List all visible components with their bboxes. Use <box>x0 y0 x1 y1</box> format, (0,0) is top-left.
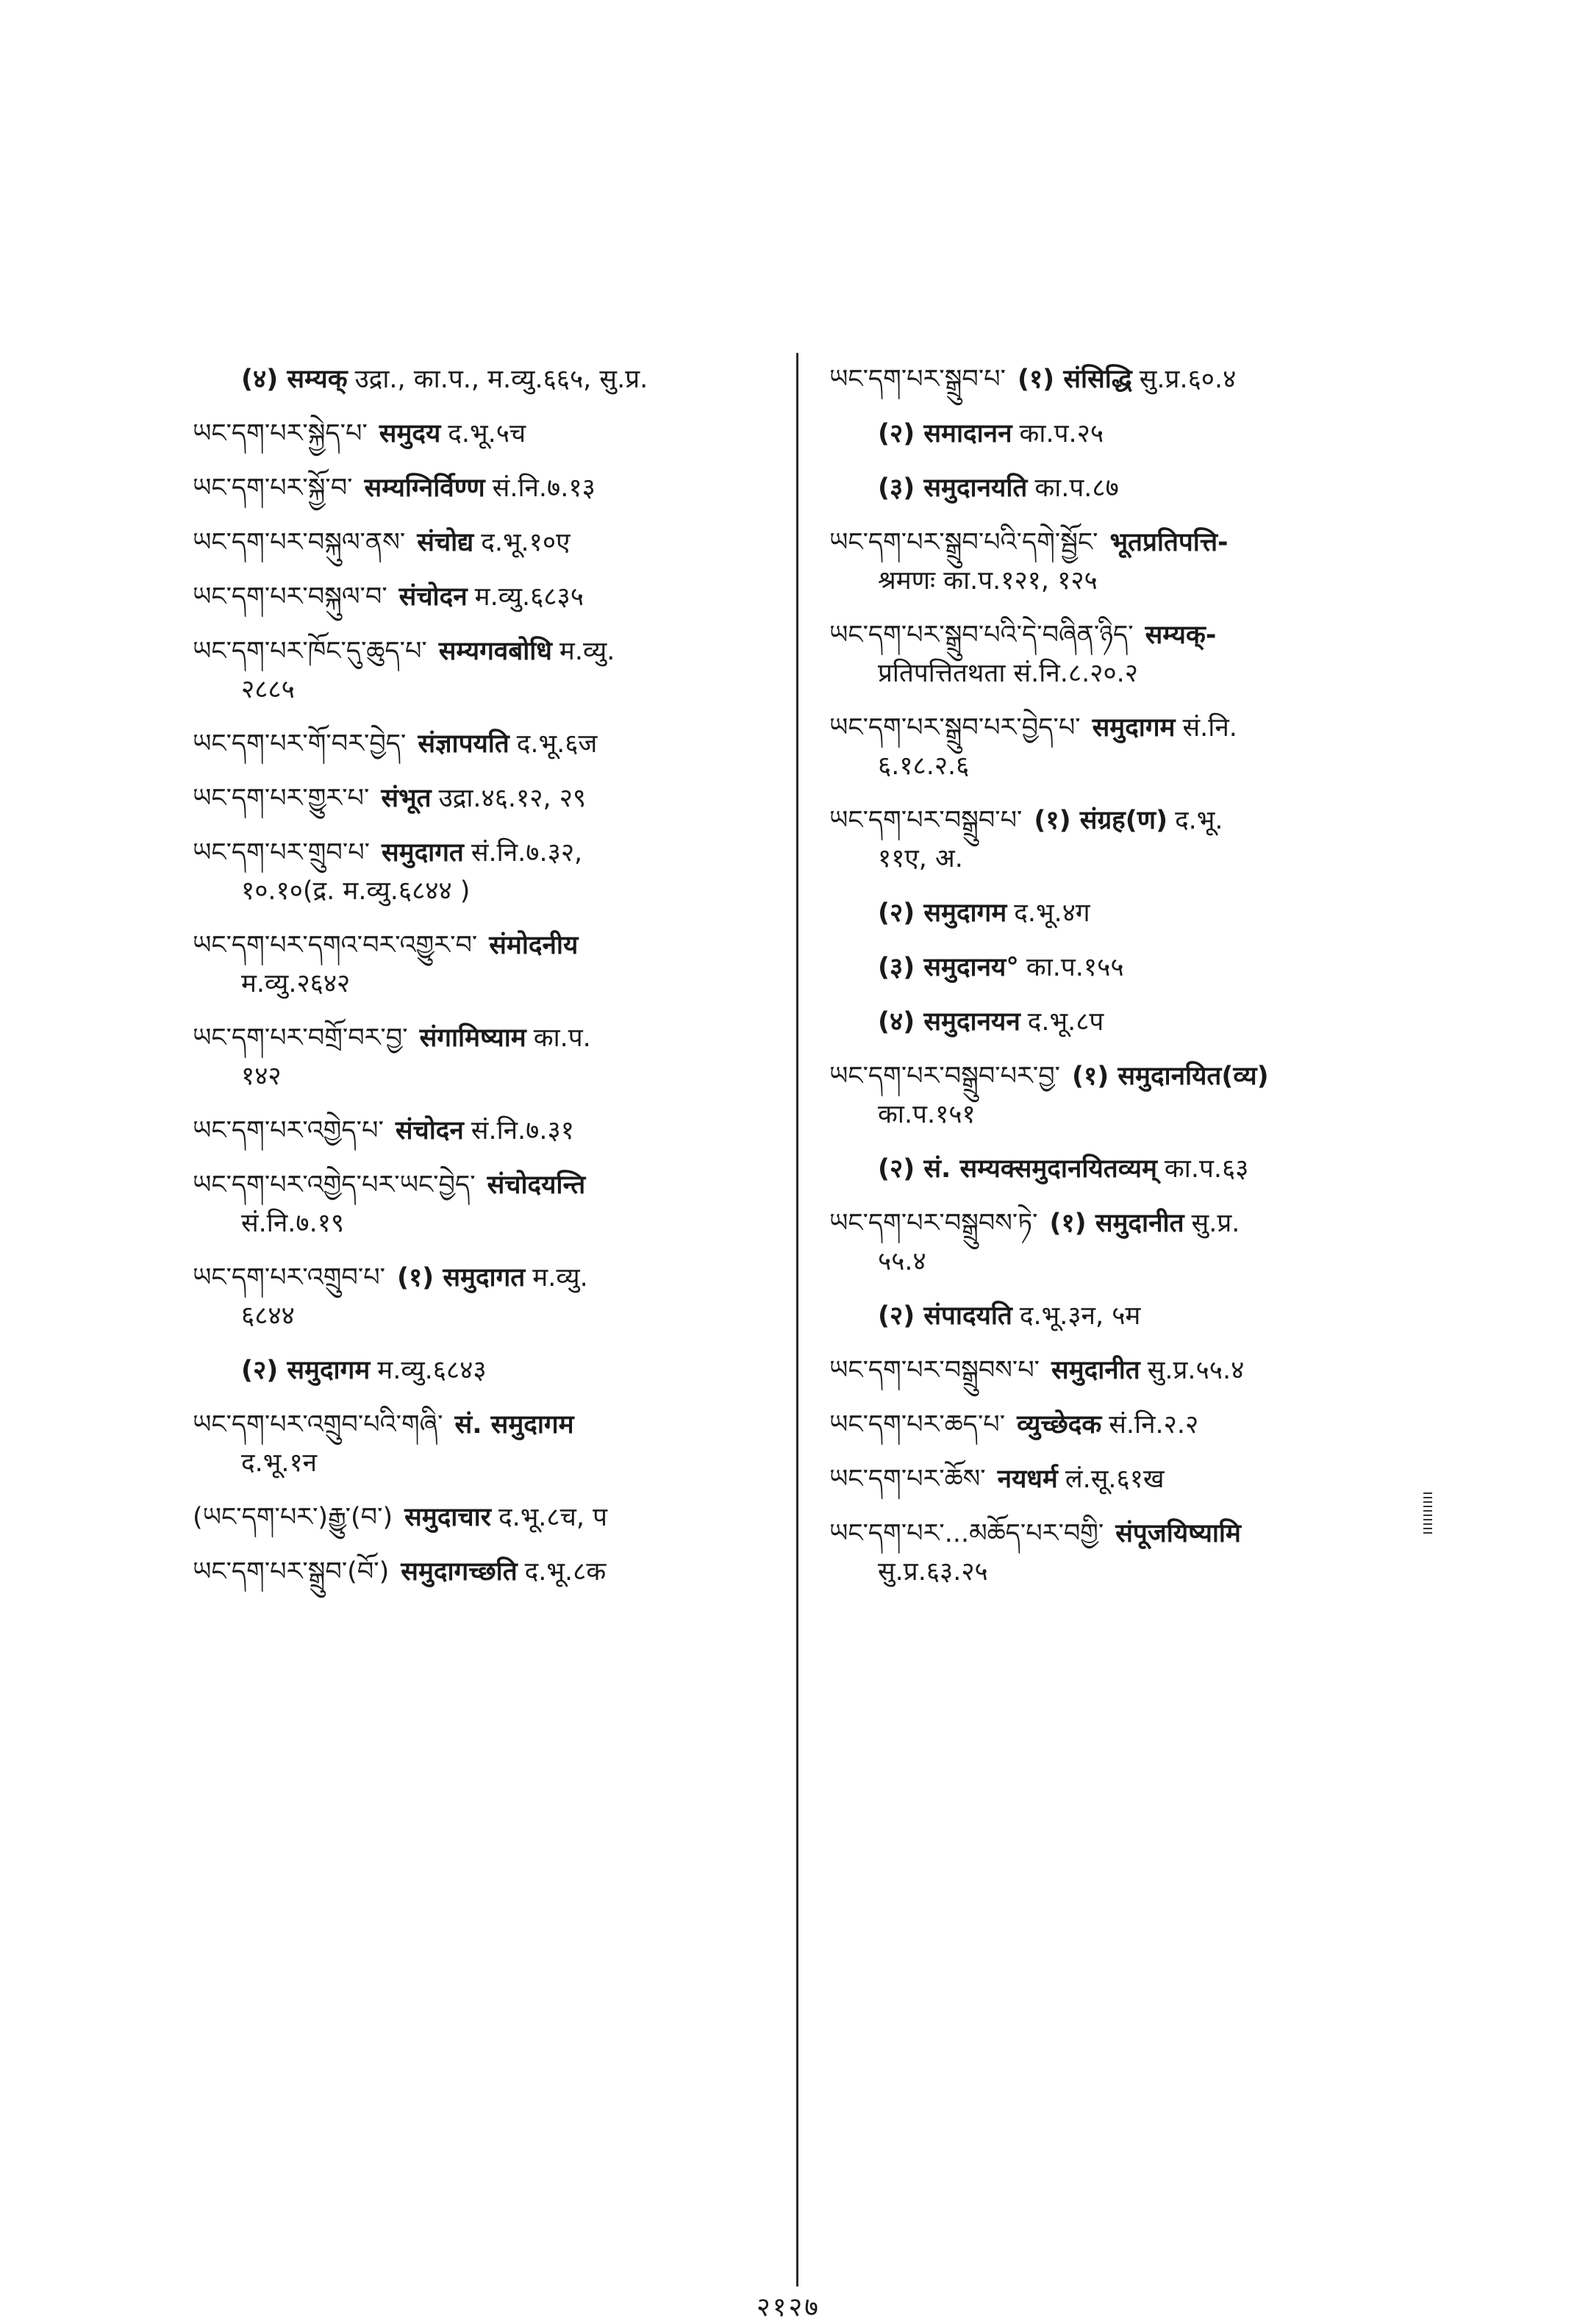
tibetan-headword: (ཡང་དག་པར་)རྒྱུ་(བ་) <box>193 1503 393 1532</box>
tibetan-headword: ཡང་དག་པར་བསྐུལ་བ་ <box>193 582 387 612</box>
dictionary-entry <box>193 834 773 910</box>
page-number: २१२७ <box>757 2292 820 2323</box>
tibetan-headword: ཡང་དག་པར་འགྱེད་པར་ཡང་བྱེད་ <box>193 1170 476 1200</box>
tibetan-headword: ཡང་དག་པར་གྱུར་པ་ <box>193 784 370 813</box>
sanskrit-equivalent: व्युच्छेदक <box>1017 1410 1102 1440</box>
dictionary-entry <box>829 415 1410 453</box>
sanskrit-equivalent: भूतप्रतिपत्ति- <box>1109 528 1229 557</box>
entry-continuation: द.भू.१न <box>241 1448 318 1478</box>
dictionary-entry <box>829 801 1410 878</box>
source-reference: का.प.६३ <box>1164 1154 1249 1184</box>
sanskrit-equivalent: (१) संग्रह(ण) <box>1034 806 1168 835</box>
source-reference: का.प.१५५ <box>1026 953 1124 982</box>
dictionary-entry <box>829 360 1410 398</box>
sanskrit-equivalent: समुदय <box>379 419 441 448</box>
source-reference: का.प.८७ <box>1034 473 1119 503</box>
sanskrit-equivalent: (३) समुदानय° <box>878 953 1019 982</box>
dictionary-entry <box>193 926 773 1003</box>
source-reference: द.भू.४ग <box>1014 898 1090 928</box>
dictionary-entry <box>829 1460 1410 1498</box>
source-reference: म.व्यु.६८३५ <box>474 582 584 612</box>
source-reference: म.व्यु.६८४३ <box>377 1356 487 1385</box>
sanskrit-equivalent: सम्यग्निर्विण्ण <box>364 473 485 503</box>
source-reference: द.भू.८प <box>1027 1007 1104 1037</box>
sanskrit-equivalent: (२) सं. सम्यक्समुदानयितव्यम् <box>878 1154 1157 1184</box>
sanskrit-equivalent: (२) समुदागम <box>878 898 1007 928</box>
dictionary-entry <box>193 779 773 818</box>
tibetan-headword: ཡང་དག་པར་བསྒྲུབ་པར་བྱ་ <box>829 1062 1060 1091</box>
tibetan-headword: ཡང་དག་པར་སྐྱེད་པ་ <box>193 419 368 448</box>
source-reference: म.व्यु. <box>532 1263 588 1292</box>
dictionary-entry <box>193 523 773 562</box>
tibetan-headword: ཡང་དག་པར་སྒྲུབ་པ་ <box>829 365 1006 394</box>
dictionary-entry <box>193 1351 773 1390</box>
tibetan-headword: ཡང་དག་པར་སྒྲུབ་པར་བྱེད་པ་ <box>829 713 1081 743</box>
sanskrit-equivalent: संगामिष्याम <box>419 1023 526 1053</box>
entry-continuation: का.प.१५१ <box>878 1100 976 1129</box>
dictionary-entry <box>829 1297 1410 1335</box>
dictionary-entry <box>829 1204 1410 1281</box>
dictionary-entry <box>193 415 773 453</box>
dictionary-entry <box>193 360 773 398</box>
source-reference: उद्रा.४६.१२, २९ <box>438 784 587 813</box>
entry-continuation: म.व्यु.२६४२ <box>241 969 351 998</box>
sanskrit-equivalent: (१) संसिद्धि <box>1017 365 1132 394</box>
tibetan-headword: ཡང་དག་པར་ཆད་པ་ <box>829 1410 1006 1440</box>
source-reference: सं.नि.७.३२, <box>471 838 583 868</box>
sanskrit-equivalent: समुदागच्छति <box>401 1557 518 1587</box>
sanskrit-equivalent: सं. समुदागम <box>454 1410 574 1440</box>
sanskrit-equivalent: संचोद्य <box>417 528 474 557</box>
dictionary-entry <box>829 1406 1410 1444</box>
dictionary-entry <box>193 632 773 709</box>
tibetan-headword: ཡང་དག་པར་བསྐུལ་ནས་ <box>193 528 406 557</box>
sanskrit-equivalent: (२) समुदागम <box>241 1356 371 1385</box>
left-column <box>193 360 773 1607</box>
entry-continuation: सं.नि.७.१९ <box>241 1209 345 1238</box>
margin-mark <box>1423 1492 1432 1535</box>
sanskrit-equivalent: (१) समुदागत <box>396 1263 526 1292</box>
sanskrit-equivalent: संचोदयन्ति <box>487 1170 586 1200</box>
entry-continuation: १४२ <box>241 1062 282 1091</box>
tibetan-headword: ཡང་དག་པར་སྒྲུབ་པའི་དེ་བཞིན་ཉིད་ <box>829 621 1134 650</box>
dictionary-entry <box>193 1166 773 1243</box>
tibetan-headword: ཡང་དག་པར་འགྱེད་པ་ <box>193 1116 384 1145</box>
dictionary-entry <box>829 1003 1410 1041</box>
dictionary-entry <box>193 1406 773 1482</box>
tibetan-headword: ཡང་དག་པར་ཆོས་ <box>829 1465 986 1494</box>
dictionary-entry <box>829 709 1410 785</box>
sanskrit-equivalent: (४) समुदानयन <box>878 1007 1020 1037</box>
sanskrit-equivalent: समुदागत <box>381 838 464 868</box>
tibetan-headword: ཡང་དག་པར་དགའ་བར་འགྱུར་བ་ <box>193 931 478 960</box>
sanskrit-equivalent: संभूत <box>381 784 432 813</box>
entry-continuation: सु.प्र.६३.२५ <box>878 1557 988 1587</box>
sanskrit-equivalent: समुदाचार <box>404 1503 491 1532</box>
tibetan-headword: ཡང་དག་པར་འགྲུབ་པའི་གཞི་ <box>193 1410 443 1440</box>
dictionary-entry <box>829 616 1410 693</box>
source-reference: का.प. <box>533 1023 591 1053</box>
dictionary-entry <box>829 1515 1410 1591</box>
source-reference: द.भू.६ज <box>516 729 598 759</box>
dictionary-entry <box>193 1019 773 1095</box>
sanskrit-equivalent: (३) समुदानयति <box>878 473 1028 503</box>
entry-continuation: ११ए, अ. <box>878 844 963 873</box>
source-reference: द.भू. <box>1175 806 1223 835</box>
dictionary-entry <box>829 948 1410 987</box>
dictionary-entry <box>193 1553 773 1591</box>
dictionary-entry <box>829 1351 1410 1390</box>
tibetan-headword: ཡང་དག་པར་སྐྱོ་བ་ <box>193 473 353 503</box>
tibetan-headword: ཡང་དག་པར་བགྲོ་བར་བྱ་ <box>193 1023 408 1053</box>
sanskrit-equivalent: संज्ञापयति <box>418 729 509 759</box>
sanskrit-equivalent: (१) समुदानीत <box>1049 1209 1184 1238</box>
source-reference: सं.नि. <box>1182 713 1237 743</box>
sanskrit-equivalent: सम्यक्- <box>1145 621 1217 650</box>
source-reference: उद्रा., का.प., म.व्यु.६६५, सु.प्र. <box>354 365 648 394</box>
source-reference: लं.सू.६१ख <box>1065 1465 1165 1494</box>
entry-continuation: प्रतिपत्तितथता सं.नि.८.२०.२ <box>878 659 1138 688</box>
sanskrit-equivalent: (१) समुदानयित(व्य) <box>1072 1062 1269 1091</box>
column-divider <box>796 353 798 2287</box>
source-reference: का.प.२५ <box>1019 419 1104 448</box>
right-column <box>829 360 1410 1607</box>
dictionary-entry <box>193 1112 773 1150</box>
tibetan-headword: ཡང་དག་པར་གོ་བར་བྱེད་ <box>193 729 407 759</box>
source-reference: द.भू.८क <box>524 1557 607 1587</box>
source-reference: द.भू.३न, ५म <box>1019 1301 1141 1331</box>
tibetan-headword: ཡང་དག་པར་གྲུབ་པ་ <box>193 838 370 868</box>
dictionary-entry <box>829 469 1410 507</box>
tibetan-headword: ཡང་དག་པར་བསྒྲུབས་ཏེ་ <box>829 1209 1038 1238</box>
sanskrit-equivalent: नयधर्म <box>997 1465 1058 1494</box>
entry-continuation: ५५.४ <box>878 1247 926 1276</box>
tibetan-headword: ཡང་དག་པར་བསྒྲུབས་པ་ <box>829 1356 1040 1385</box>
dictionary-entry <box>193 1259 773 1335</box>
entry-continuation: ६.१८.२.६ <box>878 751 970 781</box>
tibetan-headword: ཡང་དག་པར་སྒྲུབ་(བོ་) <box>193 1557 390 1587</box>
tibetan-headword: ཡང་དག་པར་སྒྲུབ་པའི་དགེ་སྦྱོང་ <box>829 528 1098 557</box>
sanskrit-equivalent: संपूजयिष्यामि <box>1115 1519 1241 1548</box>
source-reference: द.भू.१०ए <box>481 528 571 557</box>
sanskrit-equivalent: संमोदनीय <box>489 931 579 960</box>
sanskrit-equivalent: (२) संपादयति <box>878 1301 1012 1331</box>
sanskrit-equivalent: समुदानीत <box>1051 1356 1140 1385</box>
sanskrit-equivalent: (२) समादानन <box>878 419 1012 448</box>
dictionary-entry <box>193 1498 773 1537</box>
dictionary-entry <box>829 894 1410 932</box>
dictionary-entry <box>829 1150 1410 1188</box>
sanskrit-equivalent: संचोदन <box>395 1116 464 1145</box>
dictionary-entry <box>829 1057 1410 1134</box>
source-reference: सु.प्र. <box>1191 1209 1240 1238</box>
entry-continuation: २८८५ <box>241 675 295 704</box>
sanskrit-equivalent: संचोदन <box>398 582 468 612</box>
dictionary-entry <box>193 725 773 763</box>
entry-continuation: श्रमणः का.प.१२१, १२५ <box>878 566 1098 596</box>
source-reference: सं.नि.७.३१ <box>471 1116 574 1145</box>
source-reference: सं.नि.७.१३ <box>492 473 596 503</box>
source-reference: सु.प्र.६०.४ <box>1139 365 1237 394</box>
sanskrit-equivalent: सम्यगवबोधि <box>438 637 552 666</box>
dictionary-entry <box>193 578 773 616</box>
dictionary-entry <box>193 469 773 507</box>
source-reference: सु.प्र.५५.४ <box>1147 1356 1245 1385</box>
source-reference: सं.नि.२.२ <box>1109 1410 1199 1440</box>
tibetan-headword: ཡང་དག་པར་བསྒྲུབ་པ་ <box>829 806 1023 835</box>
dictionary-entry <box>829 523 1410 600</box>
source-reference: द.भू.८च, प <box>498 1503 607 1532</box>
source-reference: म.व्यु. <box>559 637 615 666</box>
tibetan-headword: ཡང་དག་པར་...མཆོད་པར་བགྱི་ <box>829 1519 1104 1548</box>
entry-continuation: ६८४४ <box>241 1301 295 1331</box>
sanskrit-equivalent: (४) सम्यक् <box>241 365 348 394</box>
tibetan-headword: ཡང་དག་པར་འགྲུབ་པ་ <box>193 1263 385 1292</box>
tibetan-headword: ཡང་དག་པར་ཁོང་དུ་ཆུད་པ་ <box>193 637 427 666</box>
entry-continuation: १०.१०(द्र. म.व्यु.६८४४ ) <box>241 876 471 906</box>
source-reference: द.भू.५च <box>448 419 526 448</box>
sanskrit-equivalent: समुदागम <box>1092 713 1176 743</box>
